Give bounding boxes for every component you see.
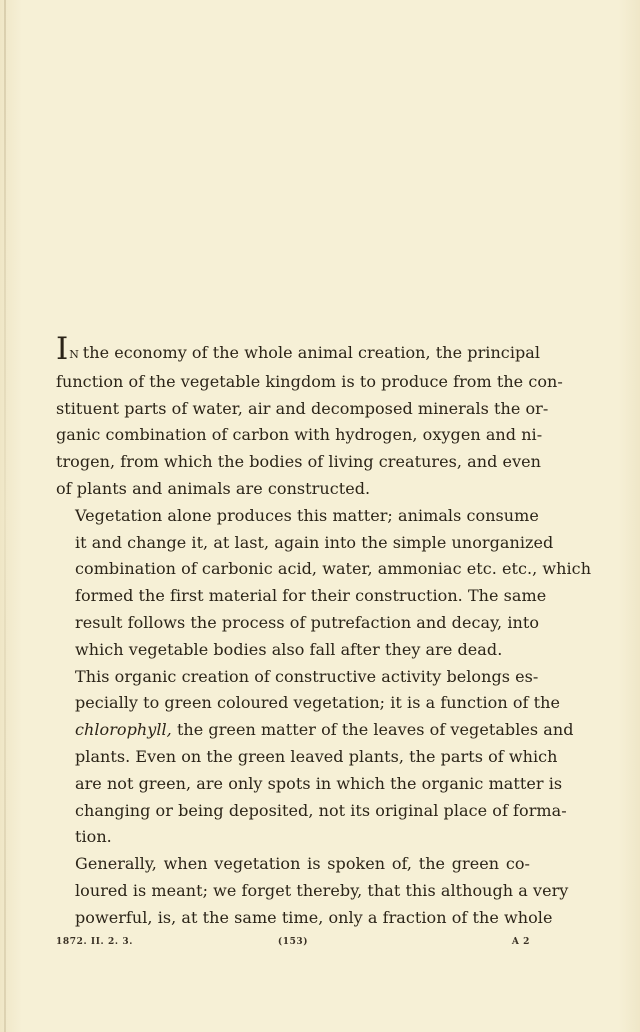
drop-cap: I (56, 331, 69, 367)
text-line: are not green, are only spots in which the organic matter is (75, 773, 563, 793)
signature-mark: 1872. II. 2. 3. (56, 937, 133, 947)
text-line (56, 717, 574, 744)
paragraph-1 (56, 331, 563, 503)
text-line: result follows the process of putrefaction and decay, into (75, 612, 540, 632)
text-line: combination of carbonic acid, water, ammoniac etc. etc., which (75, 559, 592, 579)
text-line: stituent parts of water, air and decomposed minerals the or- (56, 398, 549, 418)
paragraph-3 (56, 664, 574, 852)
text-line: ganic combination of carbon with hydrogen, oxygen and ni- (56, 425, 543, 445)
page-footer (56, 933, 530, 951)
text-line: plants. Even on the green leaved plants, the parts of which (75, 746, 558, 766)
text-line: of plants and animals are constructed. (56, 478, 371, 498)
text-line: powerful, is, at the same time, only a fraction of the whole (75, 907, 553, 927)
page-edge-shadow (4, 0, 6, 1032)
gathering-mark: A 2 (511, 937, 530, 947)
small-cap-letter: N (69, 348, 80, 361)
text-line-content: the economy of the whole animal creation, the principal (82, 343, 541, 362)
text-line: This organic creation of constructive activity belongs es- (75, 666, 539, 686)
text-line: formed the first material for their construction. The same (75, 586, 547, 606)
body-text (56, 331, 592, 932)
text-line-content: the green matter of the leaves of vegetables and (171, 720, 574, 740)
paragraph-2 (56, 503, 592, 664)
text-line: function of the vegetable kingdom is to produce from the con- (56, 371, 563, 391)
text-line (56, 331, 541, 369)
text-line: Generally, when vegetation is spoken of, the green co- (75, 854, 530, 874)
text-line: changing or being deposited, not its original place of forma- (75, 800, 567, 820)
text-line: loured is meant; we forget thereby, that this although a very (75, 880, 569, 900)
text-line: tion. (75, 827, 112, 847)
text-line: it and change it, at last, again into the simple unorganized (75, 532, 554, 552)
page-number: (153) (277, 937, 309, 947)
text-line: which vegetable bodies also fall after they are dead. (75, 639, 503, 659)
text-line: pecially to green coloured vegetation; it is a function of the (75, 693, 560, 713)
paragraph-4 (56, 851, 569, 931)
text-line: trogen, from which the bodies of living creatures, and even (56, 452, 542, 472)
text-line: Vegetation alone produces this matter; animals consume (75, 505, 539, 525)
italic-term: chlorophyll, (75, 720, 172, 740)
